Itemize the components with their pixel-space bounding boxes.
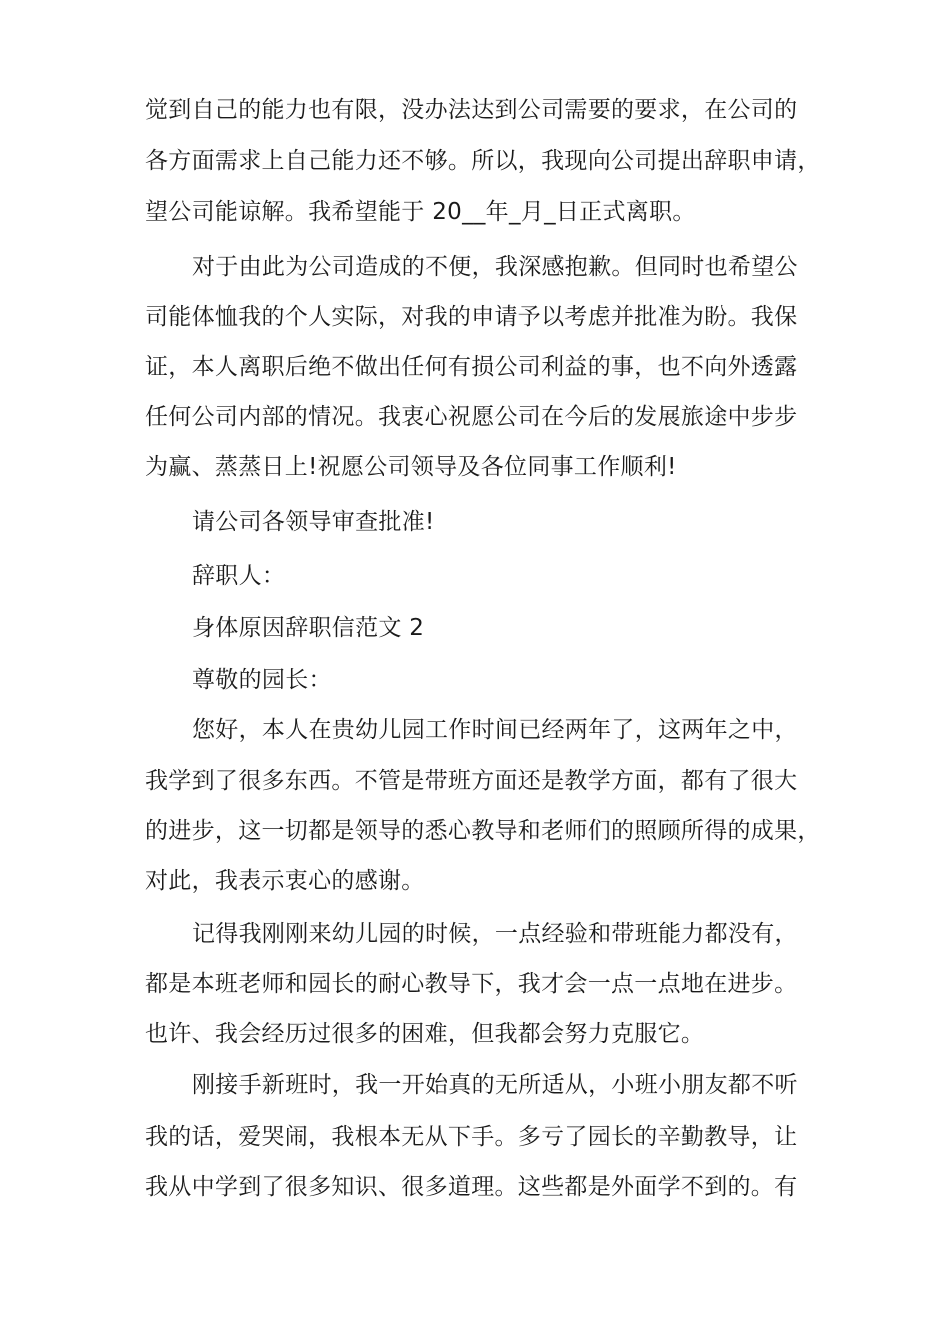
text-line: 记得我刚刚来幼儿园的时候，一点经验和带班能力都没有， xyxy=(192,921,798,947)
text-line: 刚接手新班时，我一开始真的无所适从，小班小朋友都不听 xyxy=(192,1072,798,1098)
text-line: 我从中学到了很多知识、很多道理。这些都是外面学不到的。有 xyxy=(145,1174,798,1200)
text-line: 望公司能谅解。我希望能于 20__年_月_日正式离职。 xyxy=(145,199,696,225)
text-line: 的进步，这一切都是领导的悉心教导和老师们的照顾所得的成果， xyxy=(145,818,821,844)
text-line: 您好，本人在贵幼儿园工作时间已经两年了，这两年之中， xyxy=(192,717,798,743)
text-line: 任何公司内部的情况。我衷心祝愿公司在今后的发展旅途中步步 xyxy=(145,404,798,430)
text-line: 都是本班老师和园长的耐心教导下，我才会一点一点地在进步。 xyxy=(145,971,798,997)
text-line: 对此，我表示衷心的感谢。 xyxy=(145,868,425,894)
salutation: 尊敬的园长： xyxy=(192,667,332,693)
text-line: 请公司各领导审查批准! xyxy=(192,509,435,535)
signature-label: 辞职人： xyxy=(192,563,286,589)
text-line: 觉到自己的能力也有限，没办法达到公司需要的要求，在公司的 xyxy=(145,97,798,123)
text-line: 也许、我会经历过很多的困难，但我都会努力克服它。 xyxy=(145,1021,705,1047)
text-line: 我的话，爱哭闹，我根本无从下手。多亏了园长的辛勤教导，让 xyxy=(145,1124,798,1150)
text-line: 司能体恤我的个人实际，对我的申请予以考虑并批准为盼。我保 xyxy=(145,304,798,330)
text-line: 我学到了很多东西。不管是带班方面还是教学方面，都有了很大 xyxy=(145,768,798,794)
text-line: 对于由此为公司造成的不便，我深感抱歉。但同时也希望公 xyxy=(192,254,798,280)
text-line: 为赢、蒸蒸日上!祝愿公司领导及各位同事工作顺利! xyxy=(145,454,677,480)
section-heading: 身体原因辞职信范文 2 xyxy=(192,615,425,641)
text-line: 证，本人离职后绝不做出任何有损公司利益的事，也不向外透露 xyxy=(145,354,798,380)
text-line: 各方面需求上自己能力还不够。所以，我现向公司提出辞职申请， xyxy=(145,148,821,174)
